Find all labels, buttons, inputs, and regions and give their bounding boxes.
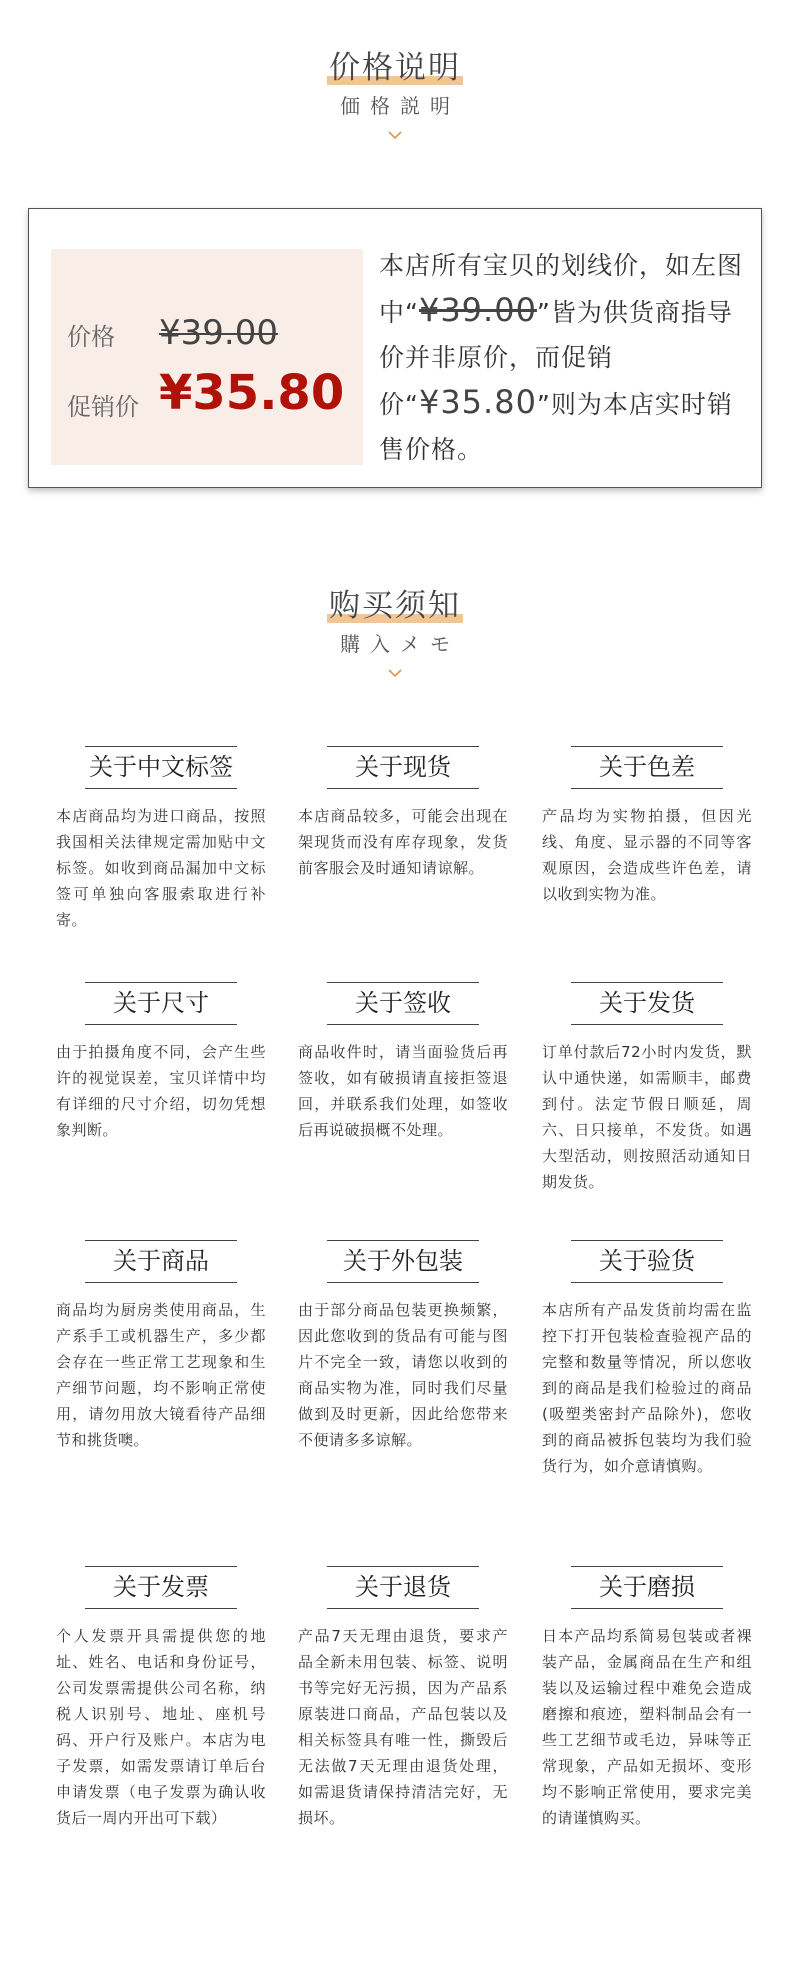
price-label: 价格: [67, 323, 115, 351]
notice-card-stock: [298, 746, 508, 881]
notice-card-body: 由于拍摄角度不同，会产生些许的视觉误差，宝贝详情中均有详细的尺寸介绍，切勿凭想象判断。: [56, 1043, 266, 1139]
price-explanation-box: [28, 208, 762, 488]
notice-card-products: [56, 1240, 266, 1453]
price-example-panel: [51, 249, 363, 465]
notice-card-title: 关于签收: [327, 982, 479, 1025]
notice-card-body: 由于部分商品包装更换频繁，因此您收到的货品有可能与图片不完全一致，请您以收到的商品实物为准，同时我们尽量做到及时更新，因此给您带来不便请多多谅解。: [298, 1301, 508, 1449]
notice-card-body: 商品均为厨房类使用商品，生产系手工或机器生产，多少都会存在一些正常工艺现象和生产细节问题，均不影响正常使用，请勿用放大镜看待产品细节和挑货噢。: [56, 1301, 266, 1449]
notice-card-title: 关于发货: [571, 982, 723, 1025]
notice-card-body: 本店商品较多，可能会出现在架现货而没有库存现象，发货前客服会及时通知请谅解。: [298, 807, 508, 877]
price-desc-text-3: ”则为本店实时销售价格。: [379, 390, 733, 464]
notice-card-packaging: [298, 1240, 508, 1453]
notice-card-shipping: [542, 982, 752, 1195]
notice-card-body: 个人发票开具需提供您的地址、姓名、电话和身份证号，公司发票需提供公司名称，纳税人识别号、地址、座机号码、开户行及账户。本店为电子发票，如需发票请订单后台申请发票（电子发票为确认收货后一周内开出可下载）: [56, 1627, 266, 1827]
notice-card-wear: [542, 1566, 752, 1831]
notice-card-title: 关于中文标签: [85, 746, 237, 789]
notice-card-color-difference: [542, 746, 752, 907]
notice-section-header: [0, 586, 790, 681]
notice-card-invoice: [56, 1566, 266, 1831]
price-section-subtitle: 価格説明: [340, 94, 460, 118]
notice-card-title: 关于退货: [327, 1566, 479, 1609]
price-section-title: 价格说明: [329, 50, 461, 86]
notice-card-body: 日本产品均系简易包装或者裸装产品，金属商品在生产和组装以及运输过程中难免会造成磨擦和痕迹，塑料制品会有一些工艺细节或毛边，异味等正常现象，产品如无损坏、变形均不影响正常使用，要求完美的请谨慎购买。: [542, 1627, 752, 1827]
notice-section-title: 购买须知: [329, 588, 461, 624]
notice-card-title: 关于色差: [571, 746, 723, 789]
notice-card-inspection: [542, 1240, 752, 1479]
notice-card-title: 关于磨损: [571, 1566, 723, 1609]
price-section-header: [0, 48, 790, 143]
notice-section-subtitle: 購入メモ: [340, 632, 460, 656]
notice-card-title: 关于商品: [85, 1240, 237, 1283]
notice-card-title: 关于验货: [571, 1240, 723, 1283]
sale-price: ¥35.80: [159, 365, 345, 421]
sale-price-label: 促销价: [67, 393, 139, 421]
notice-card-title: 关于外包装: [327, 1240, 479, 1283]
notice-card-body: 商品收件时，请当面验货后再签收，如有破损请直接拒签退回，并联系我们处理，如签收后再说破损概不处理。: [298, 1043, 508, 1139]
chevron-down-icon: [387, 665, 403, 681]
notice-card-body: 订单付款后72小时内发货，默认中通快递，如需顺丰，邮费到付。法定节假日顺延，周六、日只接单，不发货。如遇大型活动，则按照活动通知日期发货。: [542, 1043, 752, 1191]
notice-card-title: 关于尺寸: [85, 982, 237, 1025]
price-desc-strike-price: ¥39.00: [418, 291, 537, 329]
notice-card-body: 产品均为实物拍摄，但因光线、角度、显示器的不同等客观原因，会造成些许色差，请以收到实物为准。: [542, 807, 752, 903]
original-price: ¥39.00: [159, 313, 278, 353]
notice-card-body: 产品7天无理由退货，要求产品全新未用包装、标签、说明书等完好无污损，因为产品系原装进口商品，产品包装以及相关标签具有唯一性，撕毁后无法做7天无理由退货处理，如需退货请保持清洁完好，无损坏。: [298, 1627, 508, 1827]
notice-card-returns: [298, 1566, 508, 1831]
chevron-down-icon: [387, 127, 403, 143]
notice-card-body: 本店所有产品发货前均需在监控下打开包装检查验视产品的完整和数量等情况，所以您收到的商品是我们检验过的商品(吸塑类密封产品除外)，您收到的商品被拆包装均为我们验货行为，如介意请慎购。: [542, 1301, 752, 1475]
price-desc-sale-price: ¥35.80: [418, 383, 537, 421]
price-desc-text-2: ”皆为供货商指导价并非原价，而促销价“: [379, 298, 733, 419]
notice-card-title: 关于现货: [327, 746, 479, 789]
notice-card-body: 本店商品均为进口商品，按照我国相关法律规定需加贴中文标签。如收到商品漏加中文标签可单独向客服索取进行补寄。: [56, 807, 266, 929]
price-desc-text-1: 本店所有宝贝的划线价，如左图中“: [379, 251, 744, 327]
notice-card-title: 关于发票: [85, 1566, 237, 1609]
notice-card-chinese-label: [56, 746, 266, 933]
notice-card-signing: [298, 982, 508, 1143]
price-description: [379, 243, 755, 472]
notice-card-size: [56, 982, 266, 1143]
